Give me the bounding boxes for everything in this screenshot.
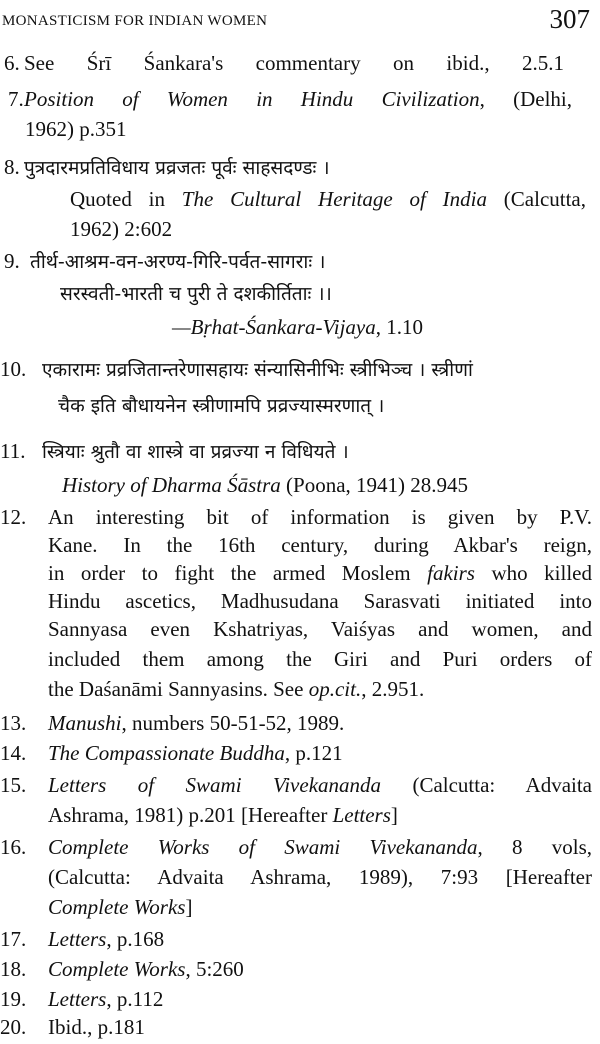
note-line — [48, 770, 592, 800]
italic-title: Letters — [332, 803, 391, 827]
note-text: Ibid., p.181 — [48, 1015, 145, 1039]
note-text: included them among the Giri and Puri orders of — [48, 647, 592, 671]
note-number: 13. — [0, 711, 27, 735]
note-text: , 5:260 — [185, 957, 244, 981]
note-text: Kane. In the 16th century, during Akbar's reign, — [48, 533, 592, 557]
note-line — [30, 246, 325, 277]
note-line — [48, 800, 398, 830]
italic-title: The Cultural Heritage of India — [181, 187, 487, 211]
note-number: 10. — [0, 357, 27, 381]
note-number: 16. — [0, 835, 27, 859]
note-line — [25, 114, 127, 144]
note-line — [48, 892, 192, 922]
note-line — [48, 558, 592, 588]
note-text: (Poona, 1941) 28.945 — [280, 473, 469, 497]
note-line — [42, 354, 473, 385]
italic-title: fakirs — [427, 561, 475, 585]
note-number: 15. — [0, 773, 27, 797]
note-number: 7. — [8, 87, 24, 111]
sanskrit-text: पुत्रदारमप्रतिविधाय प्रव्रजतः पूर्वः साहसदण्डः । — [24, 157, 330, 179]
italic-title: op.cit. — [308, 677, 362, 701]
note-line — [48, 984, 163, 1014]
note-text: (Calcutta, — [486, 187, 587, 211]
italic-title: Letters of Swami Vivekananda — [48, 773, 382, 797]
note-text: (Calcutta: Advaita — [381, 773, 592, 797]
note-number: 8. — [4, 155, 20, 179]
note-text: , numbers 50-51-52, 1989. — [121, 711, 345, 735]
italic-title: Manushi — [48, 711, 122, 735]
note-text: , 1.10 — [375, 315, 423, 339]
note-number: 12. — [0, 505, 27, 529]
note-number: 20. — [0, 1015, 27, 1039]
note-number: 9. — [4, 249, 20, 273]
italic-title: Complete Works of Swami Vivekananda — [48, 835, 478, 859]
note-text: , p.112 — [106, 987, 164, 1011]
note-text: , p.168 — [106, 927, 165, 951]
note-line — [58, 390, 384, 421]
note-text: Quoted in — [70, 187, 182, 211]
note-number: 6. — [4, 51, 20, 75]
italic-title: The Compassionate Buddha — [48, 741, 285, 765]
note-text: the Daśanāmi Sannyasins. See — [48, 677, 309, 701]
note-line — [48, 738, 343, 768]
italic-title: —Bṛhat-Śankara-Vijaya — [172, 315, 376, 339]
note-line — [48, 708, 344, 738]
note-number: 19. — [0, 987, 27, 1011]
note-number: 14. — [0, 741, 27, 765]
page-number: 307 — [549, 4, 590, 34]
italic-title: Position of Women in Hindu Civilization — [24, 87, 480, 111]
sanskrit-text: चैक इति बौधायनेन स्त्रीणामपि प्रव्रज्यास्मरणात् । — [58, 395, 385, 417]
italic-title: History of Dharma Śāstra — [62, 473, 281, 497]
note-number: 18. — [0, 957, 27, 981]
note-text: ] — [185, 895, 193, 919]
note-line — [48, 644, 592, 674]
note-number: 11. — [0, 439, 26, 463]
note-line — [70, 214, 172, 244]
italic-title: Complete Works — [48, 895, 186, 919]
note-line — [24, 48, 564, 78]
note-text: (Calcutta: Advaita Ashrama, 1989), 7:93 [Hereafter — [48, 865, 592, 889]
note-line — [24, 84, 572, 114]
note-line — [48, 586, 592, 616]
note-line — [48, 954, 244, 984]
note-text: 1962) p.351 — [25, 117, 127, 141]
note-text: An interesting bit of information is given by P.V. — [48, 505, 592, 529]
note-text: in order to fight the armed Moslem — [48, 561, 428, 585]
note-text: who killed — [474, 561, 592, 585]
note-line — [48, 862, 592, 892]
note-line — [24, 152, 330, 183]
note-line — [48, 924, 164, 954]
note-text: Hindu ascetics, Madhusudana Sarasvati initiated into — [48, 589, 592, 613]
italic-title: Letters — [48, 987, 107, 1011]
note-text: , 8 vols, — [477, 835, 592, 859]
note-line — [48, 1012, 145, 1042]
sanskrit-text: तीर्थ-आश्रम-वन-अरण्य-गिरि-पर्वत-सागराः । — [30, 251, 326, 273]
note-line — [70, 184, 586, 214]
note-number: 17. — [0, 927, 27, 951]
note-line — [42, 436, 349, 467]
sanskrit-text: एकारामः प्रव्रजितान्तरेणासहायः संन्यासिनीभिः स्त्रीभिञ्च । स्त्रीणां — [42, 359, 473, 381]
note-line — [48, 832, 592, 862]
note-line — [62, 470, 468, 500]
note-text: Ashrama, 1981) p.201 [Hereafter — [48, 803, 333, 827]
note-line — [172, 312, 423, 342]
sanskrit-text: सरस्वती-भारती च पुरी ते दशकीर्तिताः ।। — [60, 283, 332, 305]
italic-title: Complete Works — [48, 957, 186, 981]
note-line — [48, 530, 592, 560]
note-text: 1962) 2:602 — [70, 217, 173, 241]
note-text: ] — [390, 803, 398, 827]
sanskrit-text: स्त्रियाः श्रुतौ वा शास्त्रे वा प्रव्रज्या न विधियते । — [42, 441, 349, 463]
running-title: MONASTICISM FOR INDIAN WOMEN — [2, 13, 268, 29]
note-line — [48, 674, 424, 704]
note-text: , 2.951. — [361, 677, 425, 701]
note-text: See Śrī Śankara's commentary on ibid., 2.5.1 — [24, 51, 564, 75]
note-text: , p.121 — [284, 741, 343, 765]
note-text: , (Delhi, — [479, 87, 572, 111]
note-text: Sannyasa even Kshatriyas, Vaiśyas and women, and — [48, 617, 592, 641]
note-line — [48, 614, 592, 644]
note-line — [60, 278, 332, 309]
note-line — [48, 502, 592, 532]
italic-title: Letters — [48, 927, 107, 951]
